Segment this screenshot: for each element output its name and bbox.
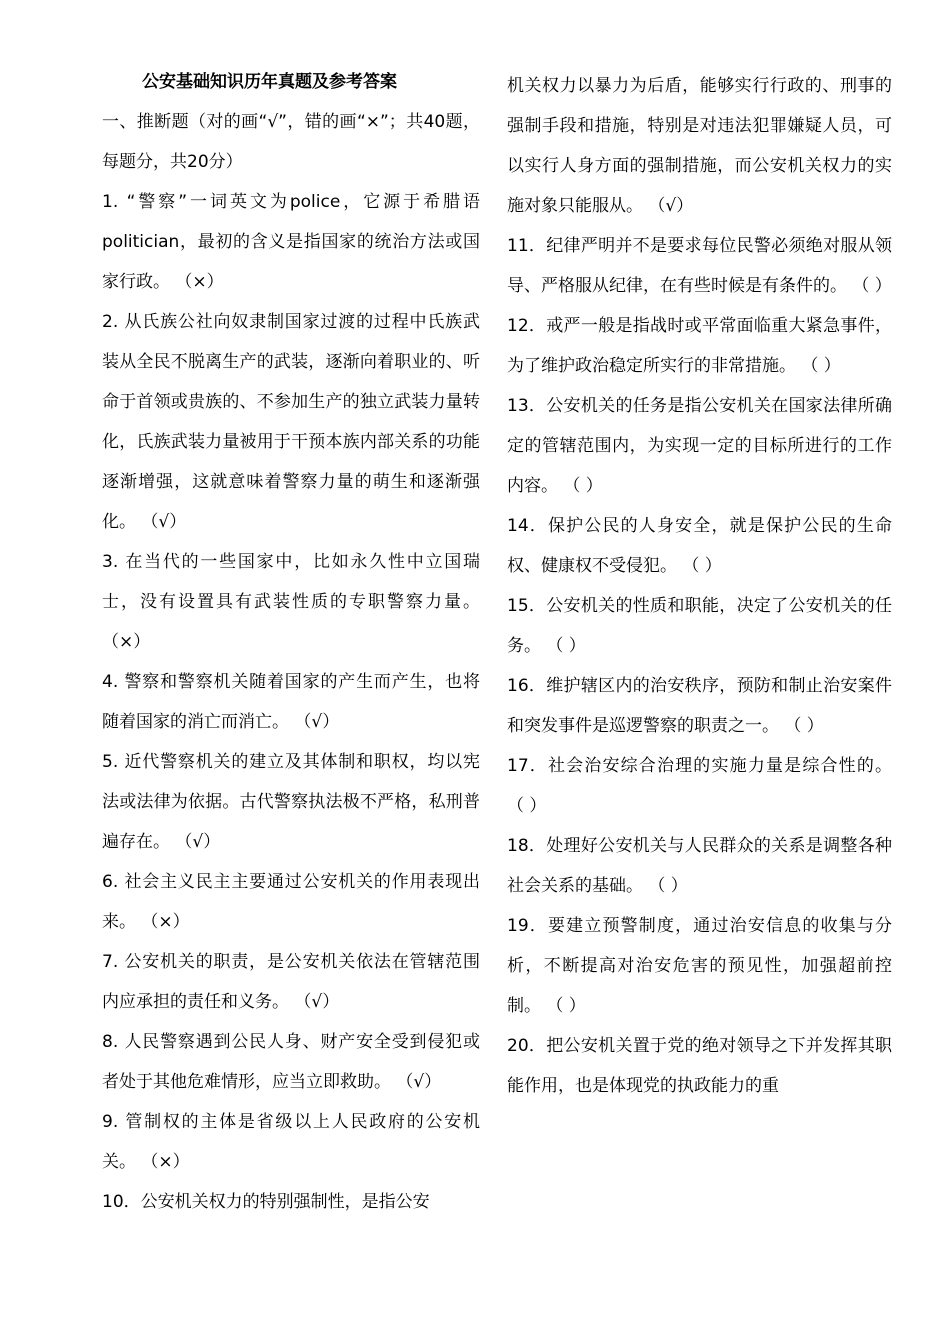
question-text: 12．戒严一般是指战时或平常面临重大紧急事件，为了维护政治稳定所实行的非常措施。 [507, 316, 892, 376]
question-text: 10．公安机关权力的特别强制性，是指公安 [102, 1192, 430, 1212]
question-text: 18．处理好公安机关与人民群众的关系是调整各种社会关系的基础。 [507, 836, 892, 896]
document-title: 公安基础知识历年真题及参考答案 [142, 72, 397, 92]
question-10-start [102, 1182, 480, 1222]
question-answer: （ ） [801, 356, 841, 376]
question-16 [507, 666, 892, 746]
question-3 [102, 542, 480, 662]
question-20 [507, 1026, 892, 1106]
question-answer: （√） [648, 196, 694, 216]
question-18 [507, 826, 892, 906]
question-1 [102, 182, 480, 302]
question-answer: （√） [175, 832, 221, 852]
question-text: 4. 警察和警察机关随着国家的产生而产生，也将随着国家的消亡而消亡。 [102, 672, 480, 732]
question-text: 11．纪律严明并不是要求每位民警必须绝对服从领导、严格服从纪律，在有些时候是有条件的。 [507, 236, 892, 296]
question-13 [507, 386, 892, 506]
question-text: 19．要建立预警制度，通过治安信息的收集与分析，不断提高对治安危害的预见性，加强超前控制。 [507, 916, 892, 1016]
question-text: 17．社会治安综合治理的实施力量是综合性的。 [507, 756, 892, 776]
question-answer: （ ） [784, 716, 824, 736]
question-answer: （×） [175, 272, 224, 292]
question-answer: （×） [102, 632, 151, 652]
question-text: 1. “警察”一词英文为police，它源于希腊语politician，最初的含义是指国家的统治方法或国家行政。 [102, 192, 480, 292]
question-answer: （ ） [682, 556, 722, 576]
question-answer: （√） [396, 1072, 442, 1092]
question-4 [102, 662, 480, 742]
question-answer: （√） [141, 512, 187, 532]
question-answer: （ ） [648, 876, 688, 896]
section-heading: 一、推断题（对的画“√”，错的画“×”；共40题，每题分，共20分） [102, 112, 480, 172]
question-19 [507, 906, 892, 1026]
question-text: 20．把公安机关置于党的绝对领导之下并发挥其职能作用，也是体现党的执政能力的重 [507, 1036, 892, 1096]
question-answer: （×） [141, 1152, 190, 1172]
question-text: 5. 近代警察机关的建立及其体制和职权，均以宪法或法律为依据。古代警察执法极不严格，私刑普遍存在。 [102, 752, 480, 852]
left-column [102, 66, 480, 1222]
question-6 [102, 862, 480, 942]
question-text: 14．保护公民的人身安全，就是保护公民的生命权、健康权不受侵犯。 [507, 516, 892, 576]
question-text: 7. 公安机关的职责，是公安机关依法在管辖范围内应承担的责任和义务。 [102, 952, 480, 1012]
question-9 [102, 1102, 480, 1182]
question-text: 3. 在当代的一些国家中，比如永久性中立国瑞士，没有设置具有武装性质的专职警察力量。 [102, 552, 480, 612]
question-17 [507, 746, 892, 826]
question-text: 机关权力以暴力为后盾，能够实行行政的、刑事的强制手段和措施，特别是对违法犯罪嫌疑人员，可以实行人身方面的强制措施，而公安机关权力的实施对象只能服从。 [507, 76, 892, 216]
question-7 [102, 942, 480, 1022]
question-text: 13．公安机关的任务是指公安机关在国家法律所确定的管辖范围内，为实现一定的目标所进行的工作内容。 [507, 396, 892, 496]
question-answer: （ ） [563, 476, 603, 496]
question-answer: （√） [294, 712, 340, 732]
question-15 [507, 586, 892, 666]
question-text: 8. 人民警察遇到公民人身、财产安全受到侵犯或者处于其他危难情形，应当立即救助。 [102, 1032, 480, 1092]
question-10-continued [507, 66, 892, 226]
question-text: 15．公安机关的性质和职能，决定了公安机关的任务。 [507, 596, 892, 656]
question-answer: （×） [141, 912, 190, 932]
question-14 [507, 506, 892, 586]
question-answer: （ ） [546, 636, 586, 656]
question-answer: （ ） [852, 276, 892, 296]
question-5 [102, 742, 480, 862]
question-11 [507, 226, 892, 306]
right-column [507, 66, 892, 1106]
question-2 [102, 302, 480, 542]
question-8 [102, 1022, 480, 1102]
question-text: 9. 管制权的主体是省级以上人民政府的公安机关。 [102, 1112, 480, 1172]
question-answer: （ ） [546, 996, 586, 1016]
question-12 [507, 306, 892, 386]
question-text: 6. 社会主义民主主要通过公安机关的作用表现出来。 [102, 872, 480, 932]
question-answer: （√） [294, 992, 340, 1012]
question-text: 16．维护辖区内的治安秩序，预防和制止治安案件和突发事件是巡逻警察的职责之一。 [507, 676, 892, 736]
question-answer: （ ） [507, 796, 547, 816]
question-text: 2. 从氏族公社向奴隶制国家过渡的过程中氏族武装从全民不脱离生产的武装，逐渐向着职业的、听命于首领或贵族的、不参加生产的独立武装力量转化，氏族武装力量被用于干预本族内部关系的功能逐渐增强，这就意味着警察力量的萌生和逐渐强化。 [102, 312, 480, 532]
